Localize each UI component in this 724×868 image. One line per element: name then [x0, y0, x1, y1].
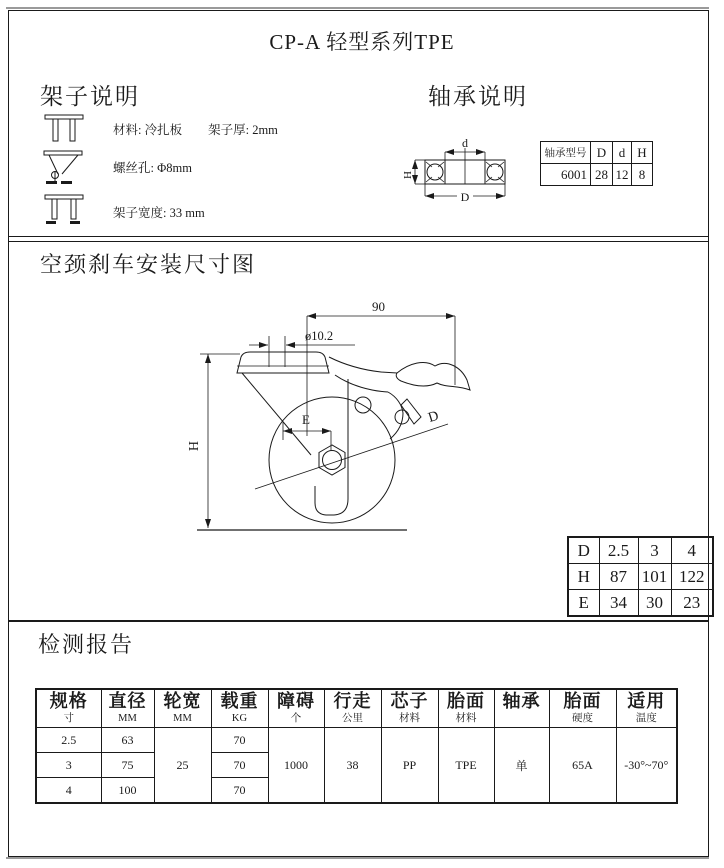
report-header-diameter: 直径 MM — [101, 689, 154, 728]
bearing-col-D: D — [591, 142, 613, 164]
bearing-dim-H-label: H — [402, 171, 414, 179]
size-cell: 34 — [599, 590, 638, 617]
size-row-D — [568, 537, 713, 564]
report-header-spec: 规格 寸 — [36, 689, 101, 728]
material-text: 材料: 冷扎板 — [113, 123, 183, 137]
caster-frame-icon — [44, 112, 86, 144]
report-cell-diameter: 100 — [101, 778, 154, 804]
top-edge-line — [6, 7, 709, 9]
size-row-E — [568, 590, 713, 617]
frame-width-text: 架子宽度: 33 mm — [113, 206, 205, 220]
frame-thickness-text: 架子厚: 2mm — [208, 123, 278, 137]
report-cell-load: 70 — [211, 753, 268, 778]
size-cell: 4 — [671, 537, 713, 564]
dim-D-label: D — [426, 408, 441, 426]
bearing-table-value-row — [541, 164, 653, 186]
section-divider — [8, 241, 709, 242]
report-cell-tread-material: TPE — [438, 728, 494, 804]
report-header-core: 芯子 材料 — [381, 689, 438, 728]
frame-material-label — [113, 120, 278, 138]
size-cell: 122 — [671, 564, 713, 590]
size-cell: 87 — [599, 564, 638, 590]
bearing-spec-table — [540, 141, 653, 186]
caster-dimension-drawing — [185, 293, 485, 543]
report-header-load: 载重 KG — [211, 689, 268, 728]
report-cell-wheel-width: 25 — [154, 728, 211, 804]
report-cell-load: 70 — [211, 728, 268, 753]
screw-hole-icon — [42, 148, 86, 188]
bearing-dim-D-label: D — [460, 190, 470, 204]
report-cell-hardness: 65A — [549, 728, 616, 804]
report-cell-bearing: 单 — [494, 728, 549, 804]
report-header-tread: 胎面 材料 — [438, 689, 494, 728]
dim-90-label: 90 — [372, 299, 385, 314]
bearing-model-value: 6001 — [541, 164, 591, 186]
dim-E-label: E — [302, 412, 310, 427]
report-cell-core-material: PP — [381, 728, 438, 804]
screw-hole-text: 螺丝孔: Φ8mm — [113, 161, 192, 175]
size-cell: D — [568, 537, 599, 564]
test-report-table — [35, 688, 678, 804]
bearing-table-header-row — [541, 142, 653, 164]
bearing-drawing — [403, 126, 535, 212]
bearing-model-header: 轴承型号 — [541, 142, 591, 164]
report-header-bearing: 轴承 — [494, 689, 549, 728]
dim-hole-label: ø10.2 — [305, 329, 334, 343]
frame-width-label — [113, 203, 205, 221]
section-divider — [8, 236, 709, 237]
report-cell-diameter: 63 — [101, 728, 154, 753]
dimension-section-heading: 空颈刹车安装尺寸图 — [40, 252, 257, 277]
report-cell-distance: 38 — [324, 728, 381, 804]
size-cell: E — [568, 590, 599, 617]
size-row-H — [568, 564, 713, 590]
screw-hole-label — [113, 158, 192, 176]
report-cell-temperature: -30°~70° — [616, 728, 677, 804]
bearing-col-d: d — [613, 142, 632, 164]
report-cell-spec: 3 — [36, 753, 101, 778]
report-cell-diameter: 75 — [101, 753, 154, 778]
report-cell-spec: 4 — [36, 778, 101, 804]
report-header-hardness: 胎面 硬度 — [549, 689, 616, 728]
report-cell-obstacle: 1000 — [268, 728, 324, 804]
size-cell: 3 — [638, 537, 671, 564]
report-row — [36, 728, 677, 753]
report-section-heading: 检测报告 — [38, 632, 135, 657]
report-cell-load: 70 — [211, 778, 268, 804]
bearing-H-value: 8 — [632, 164, 653, 186]
report-header-wheel-width: 轮宽 MM — [154, 689, 211, 728]
size-cell: 30 — [638, 590, 671, 617]
report-header-obstacle: 障碍 个 — [268, 689, 324, 728]
section-divider — [8, 620, 709, 622]
page-title: CP-A 轻型系列TPE — [269, 30, 455, 54]
size-cell: 23 — [671, 590, 713, 617]
size-cell: H — [568, 564, 599, 590]
report-cell-spec: 2.5 — [36, 728, 101, 753]
report-header-distance: 行走 公里 — [324, 689, 381, 728]
bearing-D-value: 28 — [591, 164, 613, 186]
size-cell: 101 — [638, 564, 671, 590]
bottom-edge-line — [6, 857, 709, 859]
dim-H-label: H — [187, 440, 202, 452]
bearing-dim-d-label: d — [462, 136, 468, 150]
size-cell: 2.5 — [599, 537, 638, 564]
frame-section-heading: 架子说明 — [40, 84, 140, 109]
bearing-d-value: 12 — [613, 164, 632, 186]
report-header-temperature: 适用 温度 — [616, 689, 677, 728]
frame-width-icon — [44, 192, 86, 228]
bearing-col-H: H — [632, 142, 653, 164]
report-header-row — [36, 689, 677, 728]
bearing-section-heading: 轴承说明 — [428, 84, 528, 109]
size-table — [567, 536, 714, 617]
